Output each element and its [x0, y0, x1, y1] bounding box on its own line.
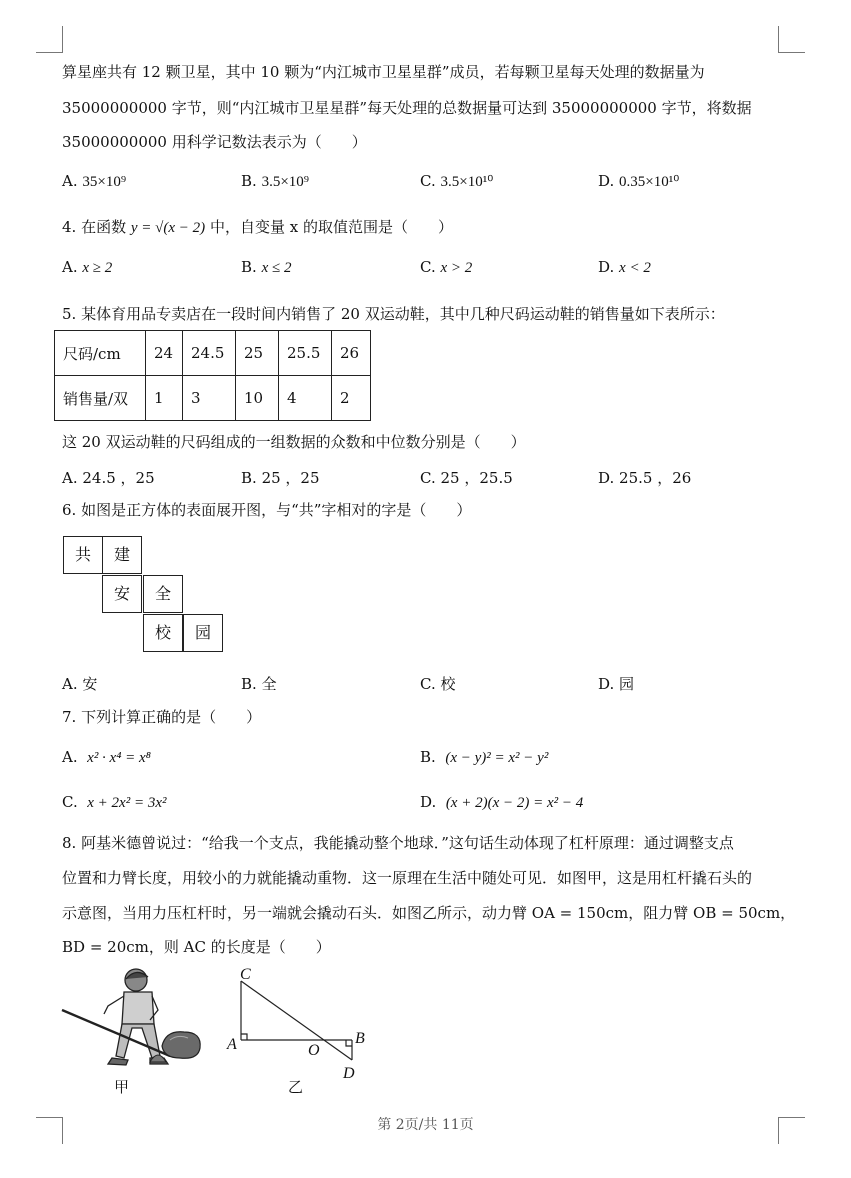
cube-face-jian: 建 [102, 536, 142, 574]
rock [162, 1032, 200, 1059]
q5-question: 这 20 双运动鞋的尺码组成的一组数据的众数和中位数分别是（ ） [62, 433, 526, 451]
q6-option-d[interactable]: D. 园 [598, 675, 635, 693]
q7-option-a[interactable]: A. x² · x⁴ = x⁸ [62, 748, 151, 766]
q5-option-c[interactable]: C. 25 ，25.5 [420, 469, 513, 487]
q4-stem: 4. 在函数 y = √(x − 2) 中，自变量 x 的取值范围是（ ） [62, 218, 453, 236]
table-cell: 25.5 [279, 331, 332, 376]
q5-option-b[interactable]: B. 25 ，25 [241, 469, 320, 487]
table-row [55, 331, 371, 376]
q3-line-1: 算星座共有 12 颗卫星，其中 10 颗为“内江城市卫星星群”成员，若每颗卫星每天处理的数据量为 [62, 63, 705, 81]
q4-option-b[interactable]: B. x ≤ 2 [241, 258, 292, 276]
q3-option-c[interactable]: C. 3.5×10¹⁰ [420, 172, 494, 190]
point-a-label: A [227, 1036, 237, 1053]
q6-option-a[interactable]: A. 安 [62, 675, 98, 693]
table-header-count: 销售量/双 [55, 376, 146, 421]
q7-stem: 7. 下列计算正确的是（ ） [62, 708, 262, 726]
figure-jia-caption: 甲 [114, 1078, 130, 1096]
table-row [55, 376, 371, 421]
table-cell: 2 [332, 376, 371, 421]
lever-illustration [58, 966, 208, 1070]
q4-option-c[interactable]: C. x > 2 [420, 258, 473, 276]
q7-option-d[interactable]: D. (x + 2)(x − 2) = x² − 4 [420, 793, 584, 811]
table-cell: 4 [279, 376, 332, 421]
point-o-label: O [308, 1042, 320, 1059]
table-cell: 25 [236, 331, 279, 376]
cube-face-an: 安 [102, 575, 142, 613]
cube-face-xiao: 校 [143, 614, 183, 652]
q4-option-a[interactable]: A. x ≥ 2 [62, 258, 113, 276]
q3-line-2: 35000000000 字节，则“内江城市卫星星群”每天处理的总数据量可达到 35000000000 字节，将数据 [62, 99, 752, 117]
table-cell: 24 [146, 331, 183, 376]
q5-stem: 5. 某体育用品专卖店在一段时间内销售了 20 双运动鞋，其中几种尺码运动鞋的销售量如下表所示： [62, 305, 725, 323]
cube-face-quan: 全 [143, 575, 183, 613]
corner-mark-top-left [36, 26, 63, 53]
table-header-size: 尺码/cm [55, 331, 146, 376]
q8-line-2: 位置和力臂长度，用较小的力就能撬动重物．这一原理在生活中随处可见．如图甲，这是用杠杆撬石头的 [62, 869, 753, 887]
segment-cd [241, 981, 352, 1060]
q8-line-4: BD = 20cm，则 AC 的长度是（ ） [62, 938, 331, 956]
cube-face-gong: 共 [63, 536, 103, 574]
cube-face-yuan: 园 [183, 614, 223, 652]
q4-function: y = √(x − 2) [130, 220, 206, 236]
q5-option-a[interactable]: A. 24.5 ，25 [62, 469, 155, 487]
point-d-label: D [343, 1065, 355, 1082]
table-cell: 1 [146, 376, 183, 421]
q6-option-b[interactable]: B. 全 [241, 675, 277, 693]
q6-option-c[interactable]: C. 校 [420, 675, 456, 693]
figure-yi-caption: 乙 [288, 1078, 304, 1096]
q8-line-3: 示意图，当用力压杠杆时，另一端就会撬动石头．如图乙所示，动力臂 OA = 150cm，阻力臂 OB = 50cm， [62, 904, 796, 922]
q3-option-d[interactable]: D. 0.35×10¹⁰ [598, 172, 680, 190]
point-b-label: B [355, 1030, 365, 1047]
table-cell: 24.5 [183, 331, 236, 376]
right-angle-a [241, 1034, 247, 1040]
q3-option-b[interactable]: B. 3.5×10⁹ [241, 172, 310, 190]
table-cell: 26 [332, 331, 371, 376]
q4-option-d[interactable]: D. x < 2 [598, 258, 651, 276]
q7-option-b[interactable]: B. (x − y)² = x² − y² [420, 748, 549, 766]
corner-mark-top-right [778, 26, 805, 53]
q8-line-1: 8. 阿基米德曾说过：“给我一个支点，我能撬动整个地球．”这句话生动体现了杠杆原理：通过调整支点 [62, 834, 734, 852]
right-angle-b [346, 1040, 352, 1046]
q5-option-d[interactable]: D. 25.5 ，26 [598, 469, 692, 487]
q6-stem: 6. 如图是正方体的表面展开图，与“共”字相对的字是（ ） [62, 501, 472, 519]
lever-geometry-diagram [222, 962, 372, 1082]
q7-option-c[interactable]: C. x + 2x² = 3x² [62, 793, 167, 811]
point-c-label: C [240, 966, 251, 983]
page-number: 第 2页/共 11页 [377, 1117, 474, 1133]
q3-line-3: 35000000000 用科学记数法表示为（ ） [62, 133, 367, 151]
table-cell: 3 [183, 376, 236, 421]
q3-option-a[interactable]: A. 35×10⁹ [62, 172, 127, 190]
table-cell: 10 [236, 376, 279, 421]
shoe-size-table [54, 330, 371, 421]
